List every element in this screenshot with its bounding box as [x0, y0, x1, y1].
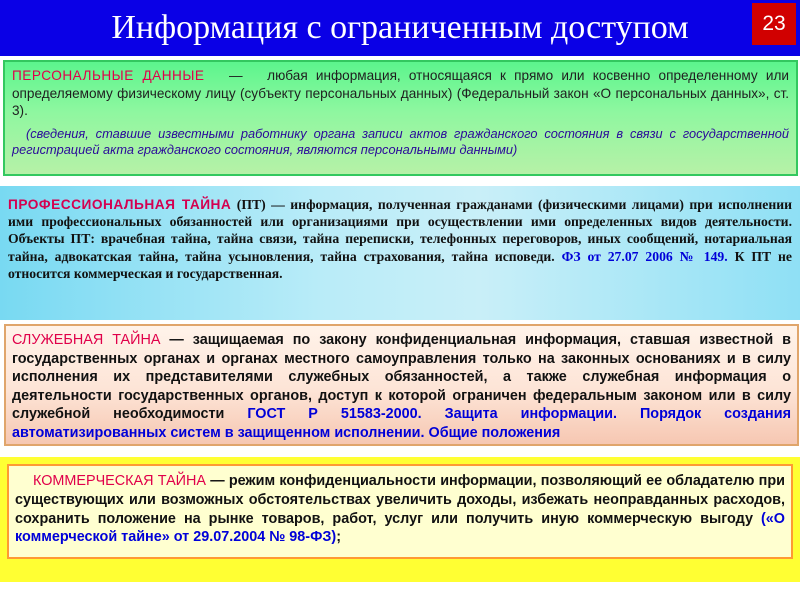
personal-data-dash: —: [204, 68, 268, 83]
personal-data-term: ПЕРСОНАЛЬНЫЕ ДАННЫЕ: [12, 68, 205, 83]
commercial-secret-term: КОММЕРЧЕСКАЯ ТАЙНА: [33, 473, 207, 489]
slide-title: Информация с ограниченным доступом: [111, 9, 689, 46]
professional-secret-box: [0, 186, 800, 320]
personal-data-box: [3, 60, 798, 176]
professional-secret-definition: [8, 196, 792, 282]
professional-secret-tail: К ПТ не относится коммерческая и государственная.: [8, 248, 792, 281]
personal-data-text: любая информация, относящаяся к прямо или косвенно определенному или определяемому физическому лицу (субъекту персональных данных) (Федеральный закон «О персональных данных», ст. 3).: [12, 68, 789, 118]
service-secret-box: [4, 324, 799, 446]
professional-secret-text: (ПТ) — информация, полученная гражданами (физическими лицами) при исполнении ими профессиональных обязанностей или организациями при осуществлении ими определенных видов деятельности. Объекты ПТ: врачебная тайна, тайна связи, тайна переписки, телефонных переговоров, иных сообщений, нотариальная тайна, адвокатская тайна, тайна усыновления, тайна страхования, тайна исповеди.: [8, 197, 792, 264]
professional-secret-term: ПРОФЕССИОНАЛЬНАЯ ТАЙНА: [8, 197, 232, 212]
commercial-secret-law-link[interactable]: («О коммерческой тайне» от 29.07.2004 № 98-ФЗ): [15, 510, 785, 546]
page-number-badge: 23: [752, 3, 796, 45]
commercial-secret-definition: [15, 472, 785, 547]
commercial-secret-inner: [7, 464, 793, 559]
professional-secret-law-link[interactable]: ФЗ от 27.07 2006 № 149.: [561, 248, 728, 264]
personal-data-note: (сведения, ставшие известными работнику органа записи актов гражданского состояния в связи с государственной регистрацией акта гражданского состояния, являются персональными данными): [12, 125, 789, 157]
service-secret-definition: [12, 331, 791, 442]
commercial-secret-box: [0, 457, 800, 582]
service-secret-term: СЛУЖЕБНАЯ ТАЙНА: [12, 332, 161, 348]
personal-data-definition: [12, 67, 789, 120]
commercial-secret-text: — режим конфиденциальности информации, позволяющий ее обладателю при существующих или возможных обстоятельствах увеличить доходы, избежать неоправданных расходов, сохранить положение на рынке товаров, работ, услуг или получить иную коммерческую выгоду: [15, 473, 785, 527]
commercial-secret-end: ;: [336, 529, 341, 546]
service-secret-standard-link[interactable]: ГОСТ Р 51583-2000. Защита информации. Порядок создания автоматизированных систем в защищенном исполнении. Общие положения: [12, 406, 791, 441]
service-secret-text: — защищаемая по закону конфиденциальная информация, ставшая известной в государственных органах и органах местного самоуправления только на законных основаниях и в силу исполнения их представителями служебных обязанностей, а также служебная информация о деятельности государственных органов, доступ к которой ограничен федеральным законом или в силу служебной необходимости: [12, 332, 791, 422]
